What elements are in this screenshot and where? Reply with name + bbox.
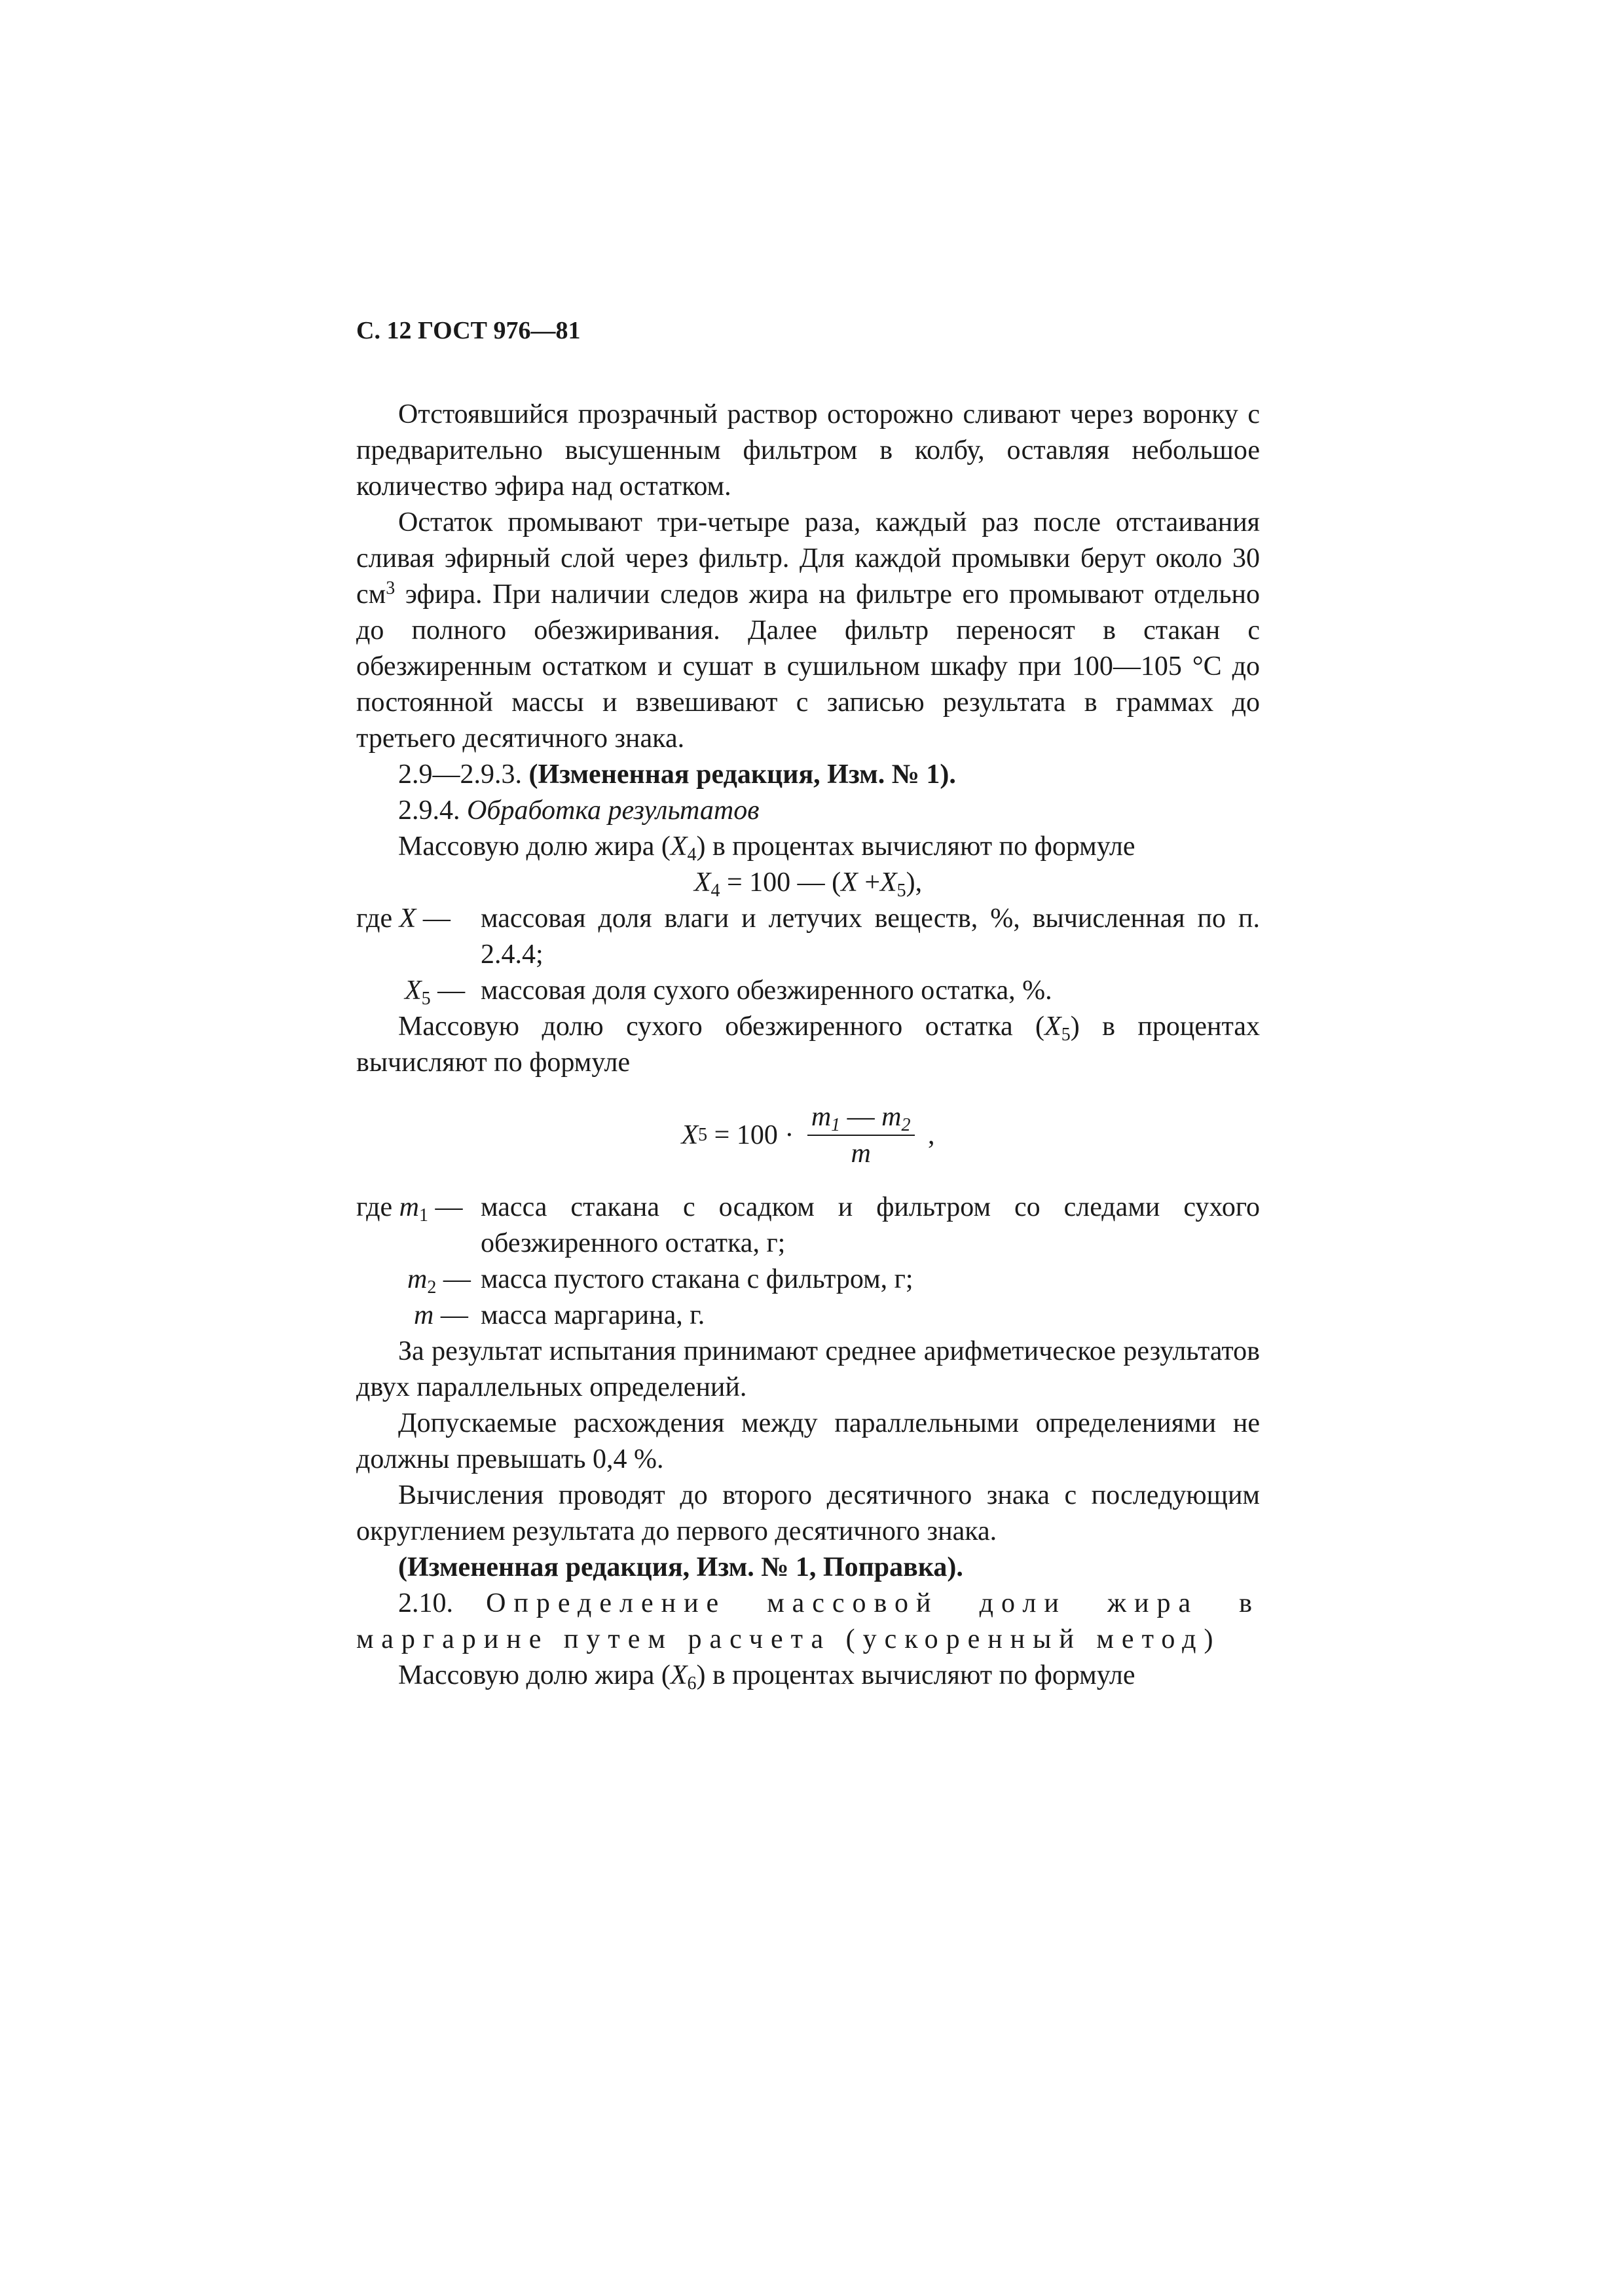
subscript: 2: [427, 1277, 437, 1298]
variable: m: [881, 1102, 902, 1132]
clause-number: 2.9.4.: [398, 795, 467, 826]
paragraph-washing: [356, 505, 1260, 757]
variable: X: [670, 831, 688, 862]
formula-x4: [356, 865, 1260, 901]
variable: m: [811, 1102, 832, 1132]
definition-m2: [356, 1262, 1260, 1298]
paragraph-tolerance: Допускаемые расхождения между параллельными определениями не должны превышать 0,4 %.: [356, 1408, 1260, 1474]
definition-text: масса стакана с осадком и фильтром со следами сухого обезжиренного остатка, г;: [481, 1192, 1260, 1258]
variable: X: [880, 867, 897, 898]
clause-title: Обработка результатов: [467, 795, 760, 826]
variable: X: [399, 903, 416, 934]
definition-label: [356, 901, 481, 973]
dash: —: [436, 1264, 471, 1294]
text-span: эфира. При наличии следов жира на фильтре его промывают отдельно до полного обезжиривания. Далее фильтр переносят в стакан с обезжиренным остатком и сушат в сушильном шкафу при 100—105 °С до постоянной массы и взвешивают с записью результата в граммах до третьего десятичного знака.: [356, 579, 1260, 754]
dash: —: [433, 1300, 468, 1330]
subscript: 2: [901, 1115, 911, 1135]
definition-text: массовая доля влаги и летучих веществ, %, вычисленная по п. 2.4.4;: [481, 903, 1260, 970]
definition-label: [356, 1298, 481, 1334]
definition-m: [356, 1298, 1260, 1334]
variable: m: [414, 1300, 434, 1330]
variable: X: [693, 867, 711, 898]
text-span: Массовую долю жира (: [398, 1660, 671, 1690]
subscript: 5: [896, 881, 906, 901]
clause-2-9-4: [356, 793, 1260, 829]
definition-m1: [356, 1190, 1260, 1262]
formula-text: ,: [921, 1120, 935, 1150]
clause-title: Определение массовой доли жира в маргарине путем расчета (ускоренный метод): [356, 1588, 1261, 1654]
definition-text: масса пустого стакана с фильтром, г;: [481, 1264, 913, 1294]
amendment-text: (Измененная редакция, Изм. № 1, Поправка).: [398, 1552, 963, 1582]
dash: —: [430, 975, 466, 1006]
dash: —: [428, 1192, 463, 1222]
text-span: Массовую долю жира (: [398, 831, 671, 862]
formula-intro-x6: [356, 1658, 1260, 1694]
subscript: 5: [1061, 1025, 1071, 1045]
paragraph-decanting: Отстоявшийся прозрачный раствор осторожно сливают через воронку с предварительно высушенным фильтром в колбу, оставляя небольшое количество эфира над остатком.: [356, 399, 1260, 501]
formula-text: = 100 ·: [707, 1120, 801, 1150]
definition-x5: [356, 973, 1260, 1009]
variable: X: [681, 1120, 699, 1150]
formula-x5: X 5 = 100 · $\frac{m_1 — m_2}{m}$ ,: [681, 1102, 935, 1169]
paragraph-result: За результат испытания принимают среднее арифметическое результатов двух параллельных определений.: [356, 1336, 1260, 1402]
subscript: 1: [419, 1205, 428, 1226]
where-word: где: [356, 903, 399, 934]
variable: X: [1044, 1011, 1061, 1042]
where-word: где: [356, 1192, 399, 1222]
subscript: 6: [687, 1673, 697, 1694]
subscript: 4: [687, 845, 697, 865]
fraction-denominator: m: [851, 1139, 871, 1169]
variable: m: [407, 1264, 428, 1294]
document-page: [356, 313, 1260, 1694]
formula-text: = 100 — (: [720, 867, 841, 898]
fraction: [807, 1102, 915, 1169]
definition-label: [356, 1190, 481, 1262]
clause-number: 2.9—2.9.3.: [398, 759, 529, 790]
definition-x: [356, 901, 1260, 973]
dash: —: [416, 903, 451, 934]
clause-2-10: [356, 1586, 1260, 1658]
variable: X: [841, 867, 858, 898]
fraction-numerator: [807, 1102, 915, 1136]
paragraph-rounding: Вычисления проводят до второго десятичного знака с последующим округлением результата до первого десятичного знака.: [356, 1480, 1260, 1546]
amendment-note-1: [356, 757, 1260, 793]
variable: m: [399, 1192, 419, 1222]
amendment-text: (Измененная редакция, Изм. № 1).: [528, 759, 956, 790]
formula-text: +: [857, 867, 881, 898]
text-span: ) в процентах вычисляют по формуле: [696, 831, 1135, 862]
superscript: 3: [386, 578, 396, 598]
minus-sign: —: [840, 1102, 882, 1132]
definition-label: [356, 973, 481, 1009]
subscript: 4: [710, 881, 720, 901]
text-span: Массовую долю сухого обезжиренного остатка (: [398, 1011, 1045, 1042]
amendment-note-2: [356, 1550, 1260, 1586]
subscript: 5: [421, 989, 431, 1009]
variable: X: [405, 975, 422, 1006]
definition-text: массовая доля сухого обезжиренного остатка, %.: [481, 975, 1052, 1006]
subscript: 1: [831, 1115, 841, 1135]
definition-label: [356, 1262, 481, 1298]
formula-text: ),: [906, 867, 923, 898]
formula-intro-x5: [356, 1009, 1260, 1081]
page-header: С. 12 ГОСТ 976—81: [356, 317, 581, 344]
variable: X: [670, 1660, 688, 1690]
formula-intro-x4: [356, 829, 1260, 865]
text-span: ) в процентах вычисляют по формуле: [696, 1660, 1135, 1690]
definition-text: масса маргарина, г.: [481, 1300, 705, 1330]
text-span: ) в процентах вычисляют по формуле: [356, 1011, 1260, 1078]
clause-number: 2.10.: [398, 1588, 487, 1618]
text-span: Остаток промывают три-четыре раза, каждый раз после отстаивания сливая эфирный слой через фильтр. Для каждой промывки берут около 30 см: [356, 507, 1260, 610]
